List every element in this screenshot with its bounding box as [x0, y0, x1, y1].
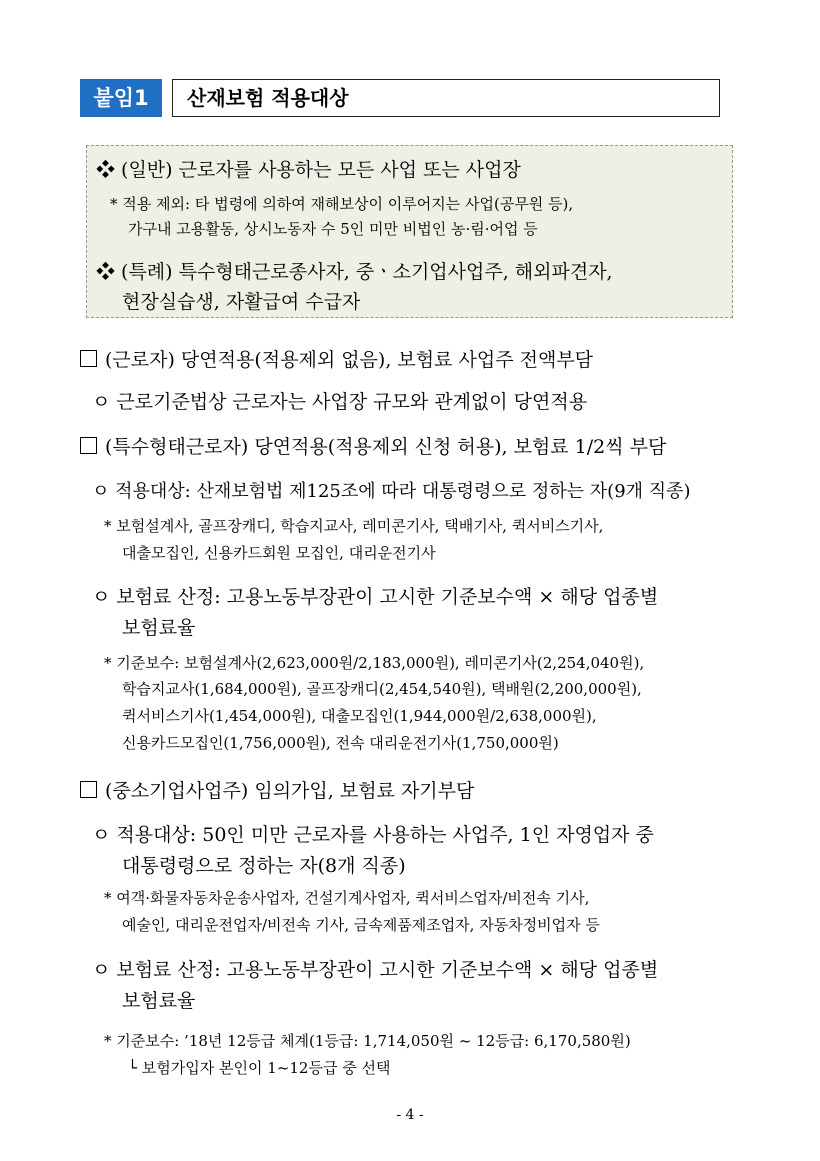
checkbox-bullet-icon — [80, 437, 97, 454]
checkbox-bullet-icon — [80, 350, 97, 367]
sme-item-2b: 보험료율 — [122, 990, 196, 1012]
special-note-2d: 신용카드모집인(1,756,000원), 전속 대리운전기사(1,750,000원) — [122, 734, 559, 752]
checkbox-bullet-icon — [80, 781, 97, 798]
summary-exclusion-2: 가구내 고용활동, 상시노동자 수 5인 미만 비법인 농·림·어업 등 — [128, 220, 538, 238]
special-item-1: ㅇ 적용대상: 산재보험법 제125조에 따라 대통령령으로 정하는 자(9개 직종) — [92, 481, 691, 502]
special-note-1b: 대출모집인, 신용카드회원 모집인, 대리운전기사 — [122, 544, 436, 562]
page-number: - 4 - — [396, 1107, 424, 1123]
sme-note-2b: └ 보험가입자 본인이 1~12등급 중 선택 — [128, 1059, 391, 1077]
sme-item-2a: ㅇ 보험료 산정: 고용노동부장관이 고시한 기준보수액 × 해당 업종별 — [92, 959, 659, 981]
page-title: 산재보험 적용대상 — [172, 79, 720, 117]
sme-note-1b: 예술인, 대리운전업자/비전속 기사, 금속제품제조업자, 자동차정비업자 등 — [122, 916, 600, 934]
sme-item-1b: 대통령령으로 정하는 자(8개 직종) — [122, 855, 406, 877]
special-note-2c: 퀵서비스기사(1,454,000원), 대출모집인(1,944,000원/2,638,000원), — [122, 707, 597, 725]
sme-note-1a: * 여객·화물자동차운송사업자, 건설기계사업자, 퀵서비스업자/비전속 기사, — [104, 889, 590, 907]
section-heading-sme: (중소기업사업주) 임의가입, 보험료 자기부담 — [80, 776, 474, 803]
special-note-2a: * 기준보수: 보험설계사(2,623,000원/2,183,000원), 레미콘기사(2,254,040원), — [104, 654, 645, 672]
summary-general: ❖ (일반) 근로자를 사용하는 모든 사업 또는 사업장 — [96, 159, 521, 181]
special-item-2a: ㅇ 보험료 산정: 고용노동부장관이 고시한 기준보수액 × 해당 업종별 — [92, 586, 659, 608]
worker-item-1: ㅇ 근로기준법상 근로자는 사업장 규모와 관계없이 당연적용 — [92, 391, 588, 413]
summary-special-1: ❖ (특례) 특수형태근로종사자, 중ㆍ소기업사업주, 해외파견자, — [96, 261, 613, 283]
special-note-2b: 학습지교사(1,684,000원), 골프장캐디(2,454,540원), 택배원(2,200,000원), — [122, 680, 642, 698]
section-heading-worker: (근로자) 당연적용(적용제외 없음), 보험료 사업주 전액부담 — [80, 345, 593, 372]
summary-exclusion-1: * 적용 제외: 타 법령에 의하여 재해보상이 이루어지는 사업(공무원 등), — [110, 195, 574, 213]
special-note-1a: * 보험설계사, 골프장캐디, 학습지교사, 레미콘기사, 택배기사, 퀵서비스기사, — [104, 517, 604, 535]
special-item-2b: 보험료율 — [122, 617, 196, 639]
sme-note-2a: * 기준보수: ’18년 12등급 체계(1등급: 1,714,050원 ~ 12등급: 6,170,580원) — [104, 1032, 631, 1050]
sme-item-1a: ㅇ 적용대상: 50인 미만 근로자를 사용하는 사업주, 1인 자영업자 중 — [92, 824, 654, 846]
section-heading-special: (특수형태근로자) 당연적용(적용제외 신청 허용), 보험료 1/2씩 부담 — [80, 432, 666, 459]
summary-special-2: 현장실습생, 자활급여 수급자 — [122, 291, 361, 313]
attachment-tag: 붙임1 — [80, 79, 162, 117]
